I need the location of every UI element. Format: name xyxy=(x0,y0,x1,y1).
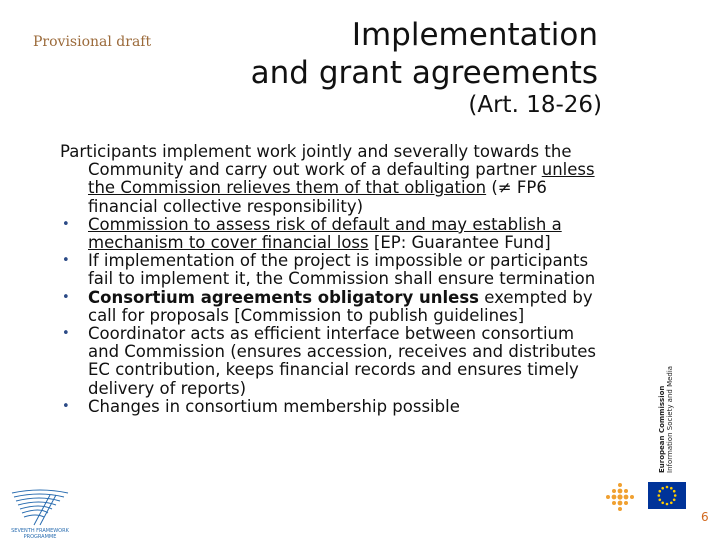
bullet-underlined-text: Commission to assess risk of default and may establish a mechanism to cover financial loss xyxy=(88,214,562,253)
slide-content xyxy=(60,143,600,416)
intro-paragraph xyxy=(60,143,600,216)
bullet-text: exempted by call for proposals [Commission to publish guidelines] xyxy=(88,287,593,325)
bullet-text: [EP: Guarantee Fund] xyxy=(368,233,551,253)
bullet-text: Changes in consortium membership possible xyxy=(88,396,460,416)
bullet-dot-icon: • xyxy=(62,216,70,232)
provisional-draft-label: Provisional draft xyxy=(33,34,152,50)
bullet-text: If implementation of the project is impossible or participants fail to implement it, the Commission shall ensure termination xyxy=(88,251,596,289)
ec-vertical-label xyxy=(658,366,674,473)
intro-text-3: (≠ FP6 financial collective responsibility) xyxy=(88,178,547,216)
fp7-caption-line-2: PROGRAMME xyxy=(23,534,57,539)
bullet-dot-icon: • xyxy=(62,253,70,269)
bullet-dot-icon: • xyxy=(62,289,70,305)
fp7-caption-line-1: SEVENTH FRAMEWORK xyxy=(11,528,69,534)
intro-text-1: Participants implement work jointly and severally towards the Community and carry out work of a defaulting partner xyxy=(60,142,572,180)
orange-dots-icon xyxy=(605,482,635,512)
bullet-item xyxy=(60,289,600,325)
bullet-bold-text: Consortium agreements obligatory unless xyxy=(88,287,480,307)
page-title xyxy=(251,16,598,92)
bullet-dot-icon: • xyxy=(62,326,70,342)
bullet-item xyxy=(60,216,600,252)
intro-underlined-text: unless the Commission relieves them of that obligation xyxy=(88,160,595,198)
eu-flag-icon xyxy=(648,482,686,509)
page-number: 6 xyxy=(701,510,709,524)
page-subtitle: (Art. 18-26) xyxy=(468,92,602,118)
ec-label-line-2: Information Society and Media xyxy=(666,365,674,473)
title-line-2: and grant agreements xyxy=(250,55,598,91)
bullet-dot-icon: • xyxy=(62,398,70,414)
fp7-logo-icon xyxy=(6,487,74,539)
bullet-item xyxy=(60,325,600,398)
ec-label-line-1: European Commission xyxy=(658,385,666,473)
bullet-list xyxy=(60,216,600,416)
title-line-1: Implementation xyxy=(351,17,598,53)
bullet-item xyxy=(60,398,600,416)
bullet-text: Coordinator acts as efficient interface between consortium and Commission (ensures accession, receives and distributes EC contribution, keeps financial records and ensures timely delivery of reports) xyxy=(88,324,597,398)
bullet-item xyxy=(60,252,600,288)
